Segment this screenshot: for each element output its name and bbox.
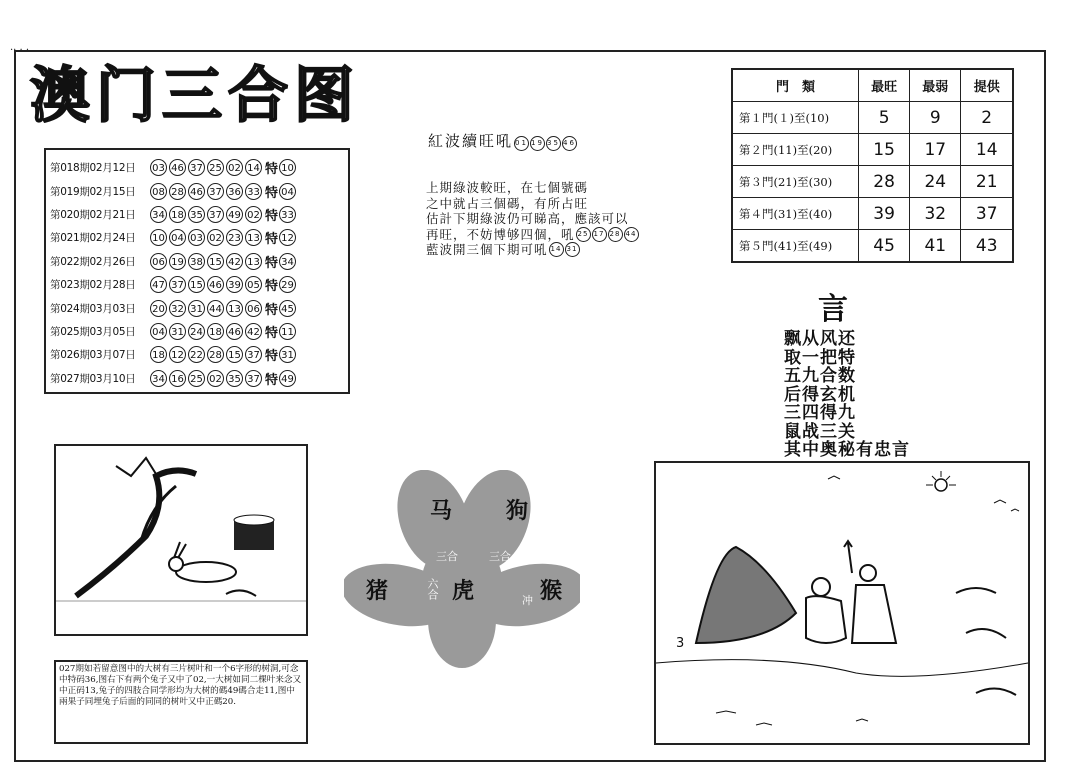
draw-ball: 04 (150, 323, 167, 340)
draw-ball: 37 (245, 346, 262, 363)
draw-label: 第027期03月10日 (50, 372, 136, 385)
draw-ball: 05 (245, 276, 262, 293)
stats-row-label: 第１門(１)至(10) (732, 102, 859, 134)
draw-row (50, 203, 344, 226)
heading-ball: 46 (562, 136, 577, 151)
draw-ball: 14 (245, 159, 262, 176)
stats-value-cell: 15 (859, 134, 910, 166)
draw-ball: 02 (207, 229, 224, 246)
paragraph-line (426, 242, 666, 258)
paragraph-line-text: 之中就占三個碼，有所占旺 (426, 195, 589, 211)
flower-top-right-label: 狗 (506, 498, 529, 524)
flower-center-label: 虎 (452, 578, 475, 604)
paragraph-line-text: 上期綠波較旺，在七個號碼 (426, 180, 589, 195)
draw-label: 第024期03月03日 (50, 302, 136, 315)
poem-line: 后得玄机 (784, 384, 856, 405)
special-marker: 特 (265, 255, 279, 271)
mountain-figures-picture (654, 461, 1030, 745)
paragraph-ball: 25 (576, 227, 591, 242)
draw-ball: 44 (207, 300, 224, 317)
paragraph-ball: 31 (565, 242, 580, 257)
door-stats-table (731, 68, 1014, 263)
special-ball: 11 (279, 323, 296, 340)
poem-line: 鼠战三关 (784, 421, 856, 442)
stats-row (732, 166, 1013, 198)
stats-header-row (732, 69, 1013, 102)
stats-value-cell: 17 (910, 134, 961, 166)
stats-row-label: 第５門(41)至(49) (732, 230, 859, 263)
stats-value-cell: 14 (961, 134, 1013, 166)
draw-ball: 16 (169, 370, 186, 387)
paragraph-ball: 28 (608, 227, 623, 242)
paragraph-line-text: 估計下期綠波仍可睇高，應該可以 (426, 211, 629, 226)
special-marker: 特 (265, 208, 279, 224)
paragraph-line (426, 227, 666, 243)
draw-row (50, 367, 344, 390)
draw-ball: 18 (207, 323, 224, 340)
draw-ball: 10 (150, 229, 167, 246)
special-marker: 特 (265, 325, 279, 341)
draw-ball: 39 (226, 276, 243, 293)
draw-ball: 18 (150, 346, 167, 363)
red-wave-heading-text: 紅波續旺吼 (428, 132, 514, 150)
draw-ball: 18 (169, 206, 186, 223)
stats-value-cell: 2 (961, 102, 1013, 134)
draw-ball: 15 (207, 253, 224, 270)
heading-ball: 19 (530, 136, 545, 151)
heading-ball: 01 (514, 136, 529, 151)
draw-ball: 20 (150, 300, 167, 317)
flower-right-label: 猴 (540, 578, 563, 604)
draw-ball: 06 (245, 300, 262, 317)
stats-value-cell: 39 (859, 198, 910, 230)
draw-ball: 34 (150, 206, 167, 223)
draw-ball: 19 (169, 253, 186, 270)
draw-ball: 02 (245, 206, 262, 223)
stats-value-cell: 43 (961, 230, 1013, 263)
draw-ball: 23 (226, 229, 243, 246)
special-ball: 04 (279, 183, 296, 200)
draw-ball: 02 (226, 159, 243, 176)
draw-ball: 42 (245, 323, 262, 340)
flower-small-left: 三合 (436, 550, 458, 563)
draw-ball: 03 (188, 229, 205, 246)
stats-row (732, 134, 1013, 166)
draw-ball: 47 (150, 276, 167, 293)
poem-title: 言 (818, 292, 848, 327)
special-ball: 29 (279, 276, 296, 293)
draw-ball: 13 (245, 253, 262, 270)
paragraph-line (426, 180, 666, 196)
draw-ball: 15 (226, 346, 243, 363)
red-wave-heading (428, 130, 577, 151)
red-wave-heading-balls (513, 131, 577, 151)
stats-value-cell: 9 (910, 102, 961, 134)
draw-ball: 37 (169, 276, 186, 293)
special-marker: 特 (265, 302, 279, 318)
draw-label: 第021期02月24日 (50, 232, 136, 245)
paragraph-line-text: 藍波開三個下期可吼 (426, 242, 548, 257)
paragraph-line (426, 211, 666, 227)
special-marker: 特 (265, 349, 279, 365)
red-wave-paragraph (426, 180, 666, 258)
draw-ball: 37 (245, 370, 262, 387)
draw-label: 第025期03月05日 (50, 325, 136, 338)
flower-small-right: 三合 (489, 550, 511, 563)
stats-value-cell: 28 (859, 166, 910, 198)
stats-row (732, 230, 1013, 263)
flower-small-right-low: 冲 (522, 594, 533, 607)
poem-line: 其中奥秘有忠言 (784, 440, 910, 460)
draw-ball: 04 (169, 229, 186, 246)
stats-header-cell: 最旺 (859, 69, 910, 102)
special-ball: 31 (279, 346, 296, 363)
draw-ball: 38 (188, 253, 205, 270)
draw-row (50, 296, 344, 319)
poem-line: 五九合数 (784, 366, 856, 386)
draw-ball: 02 (207, 370, 224, 387)
draw-ball: 28 (207, 346, 224, 363)
draw-ball: 24 (188, 323, 205, 340)
flower-top-left-label: 马 (430, 498, 453, 524)
stats-header-cell: 提供 (961, 69, 1013, 102)
poem-line: 飘从风还 (784, 329, 856, 349)
special-ball: 45 (279, 300, 296, 317)
draw-ball: 13 (245, 229, 262, 246)
stats-header-cell: 門 類 (732, 69, 859, 102)
page-number: 3 (676, 636, 685, 651)
draw-ball: 37 (188, 159, 205, 176)
draw-ball: 37 (207, 206, 224, 223)
draw-ball: 03 (150, 159, 167, 176)
paragraph-line (426, 196, 666, 212)
draw-ball: 31 (188, 300, 205, 317)
draw-label: 第018期02月12日 (50, 162, 136, 175)
draw-ball: 46 (169, 159, 186, 176)
stats-row (732, 198, 1013, 230)
stats-value-cell: 32 (910, 198, 961, 230)
paragraph-ball: 44 (624, 227, 639, 242)
draw-ball: 49 (226, 206, 243, 223)
draw-ball: 35 (226, 370, 243, 387)
special-ball: 12 (279, 229, 296, 246)
draw-row (50, 250, 344, 273)
draw-ball: 42 (226, 253, 243, 270)
special-ball: 33 (279, 206, 296, 223)
flower-petals-graphic (344, 470, 580, 670)
heading-ball: 35 (546, 136, 561, 151)
draw-ball: 35 (188, 206, 205, 223)
zodiac-flower (344, 470, 580, 670)
special-marker: 特 (265, 185, 279, 201)
draw-ball: 46 (207, 276, 224, 293)
stats-value-cell: 24 (910, 166, 961, 198)
draw-label: 第019期02月15日 (50, 185, 136, 198)
tree-rabbit-picture (54, 444, 308, 636)
flower-left-label: 猪 (366, 578, 389, 604)
paragraph-ball: 17 (592, 227, 607, 242)
draw-label: 第022期02月26日 (50, 255, 136, 268)
draw-row (50, 320, 344, 343)
stats-header-cell: 最弱 (910, 69, 961, 102)
draw-ball: 46 (188, 183, 205, 200)
draw-ball: 31 (169, 323, 186, 340)
scan-speck: .. . . (10, 42, 30, 53)
flower-small-bottom-left: 六合 (426, 578, 439, 600)
poem-line: 三四得九 (784, 403, 856, 423)
draw-row (50, 343, 344, 366)
paragraph-ball: 14 (549, 242, 564, 257)
draw-ball: 32 (169, 300, 186, 317)
draw-ball: 36 (226, 183, 243, 200)
draw-ball: 33 (245, 183, 262, 200)
draw-label: 第026期03月07日 (50, 349, 136, 362)
stats-value-cell: 41 (910, 230, 961, 263)
draw-row (50, 179, 344, 202)
draw-ball: 13 (226, 300, 243, 317)
special-ball: 34 (279, 253, 296, 270)
draw-ball: 15 (188, 276, 205, 293)
stats-row-label: 第２門(11)至(20) (732, 134, 859, 166)
draw-ball: 28 (169, 183, 186, 200)
stats-value-cell: 37 (961, 198, 1013, 230)
stats-value-cell: 21 (961, 166, 1013, 198)
draw-ball: 25 (188, 370, 205, 387)
special-ball: 49 (279, 370, 296, 387)
special-marker: 特 (265, 232, 279, 248)
draw-results-table (44, 148, 350, 394)
special-marker: 特 (265, 372, 279, 388)
draw-ball: 25 (207, 159, 224, 176)
stats-value-cell: 45 (859, 230, 910, 263)
special-ball: 10 (279, 159, 296, 176)
poem-line: 取一把特 (784, 347, 856, 368)
draw-ball: 34 (150, 370, 167, 387)
draw-row (50, 226, 344, 249)
draw-ball: 06 (150, 253, 167, 270)
draw-label: 第023期02月28日 (50, 279, 136, 292)
stats-value-cell: 5 (859, 102, 910, 134)
poem (784, 330, 910, 460)
page-title: 澳门三合图 (30, 61, 360, 131)
draw-ball: 37 (207, 183, 224, 200)
stats-row-label: 第３門(21)至(30) (732, 166, 859, 198)
draw-ball: 46 (226, 323, 243, 340)
draw-label: 第020期02月21日 (50, 208, 136, 221)
special-marker: 特 (265, 279, 279, 295)
draw-ball: 08 (150, 183, 167, 200)
paragraph-line-text: 再旺，不妨博够四個，吼 (426, 226, 575, 242)
stats-row-label: 第４門(31)至(40) (732, 198, 859, 230)
draw-row (50, 156, 344, 179)
special-marker: 特 (265, 162, 279, 178)
draw-ball: 22 (188, 346, 205, 363)
stats-row (732, 102, 1013, 134)
draw-row (50, 273, 344, 296)
draw-ball: 12 (169, 346, 186, 363)
analysis-note: 027期如若留意图中的大树有三片树叶和一个6字形的树洞,可念中特码36,图右下有两个兔子又中了02,一大树如同二棵叶来念又中正码13,兔子的四肢合同学形均为大树的碼49碼合走11,图中兩果子同埋兔子后面的同同的树叶又中正碼20. (54, 660, 308, 744)
